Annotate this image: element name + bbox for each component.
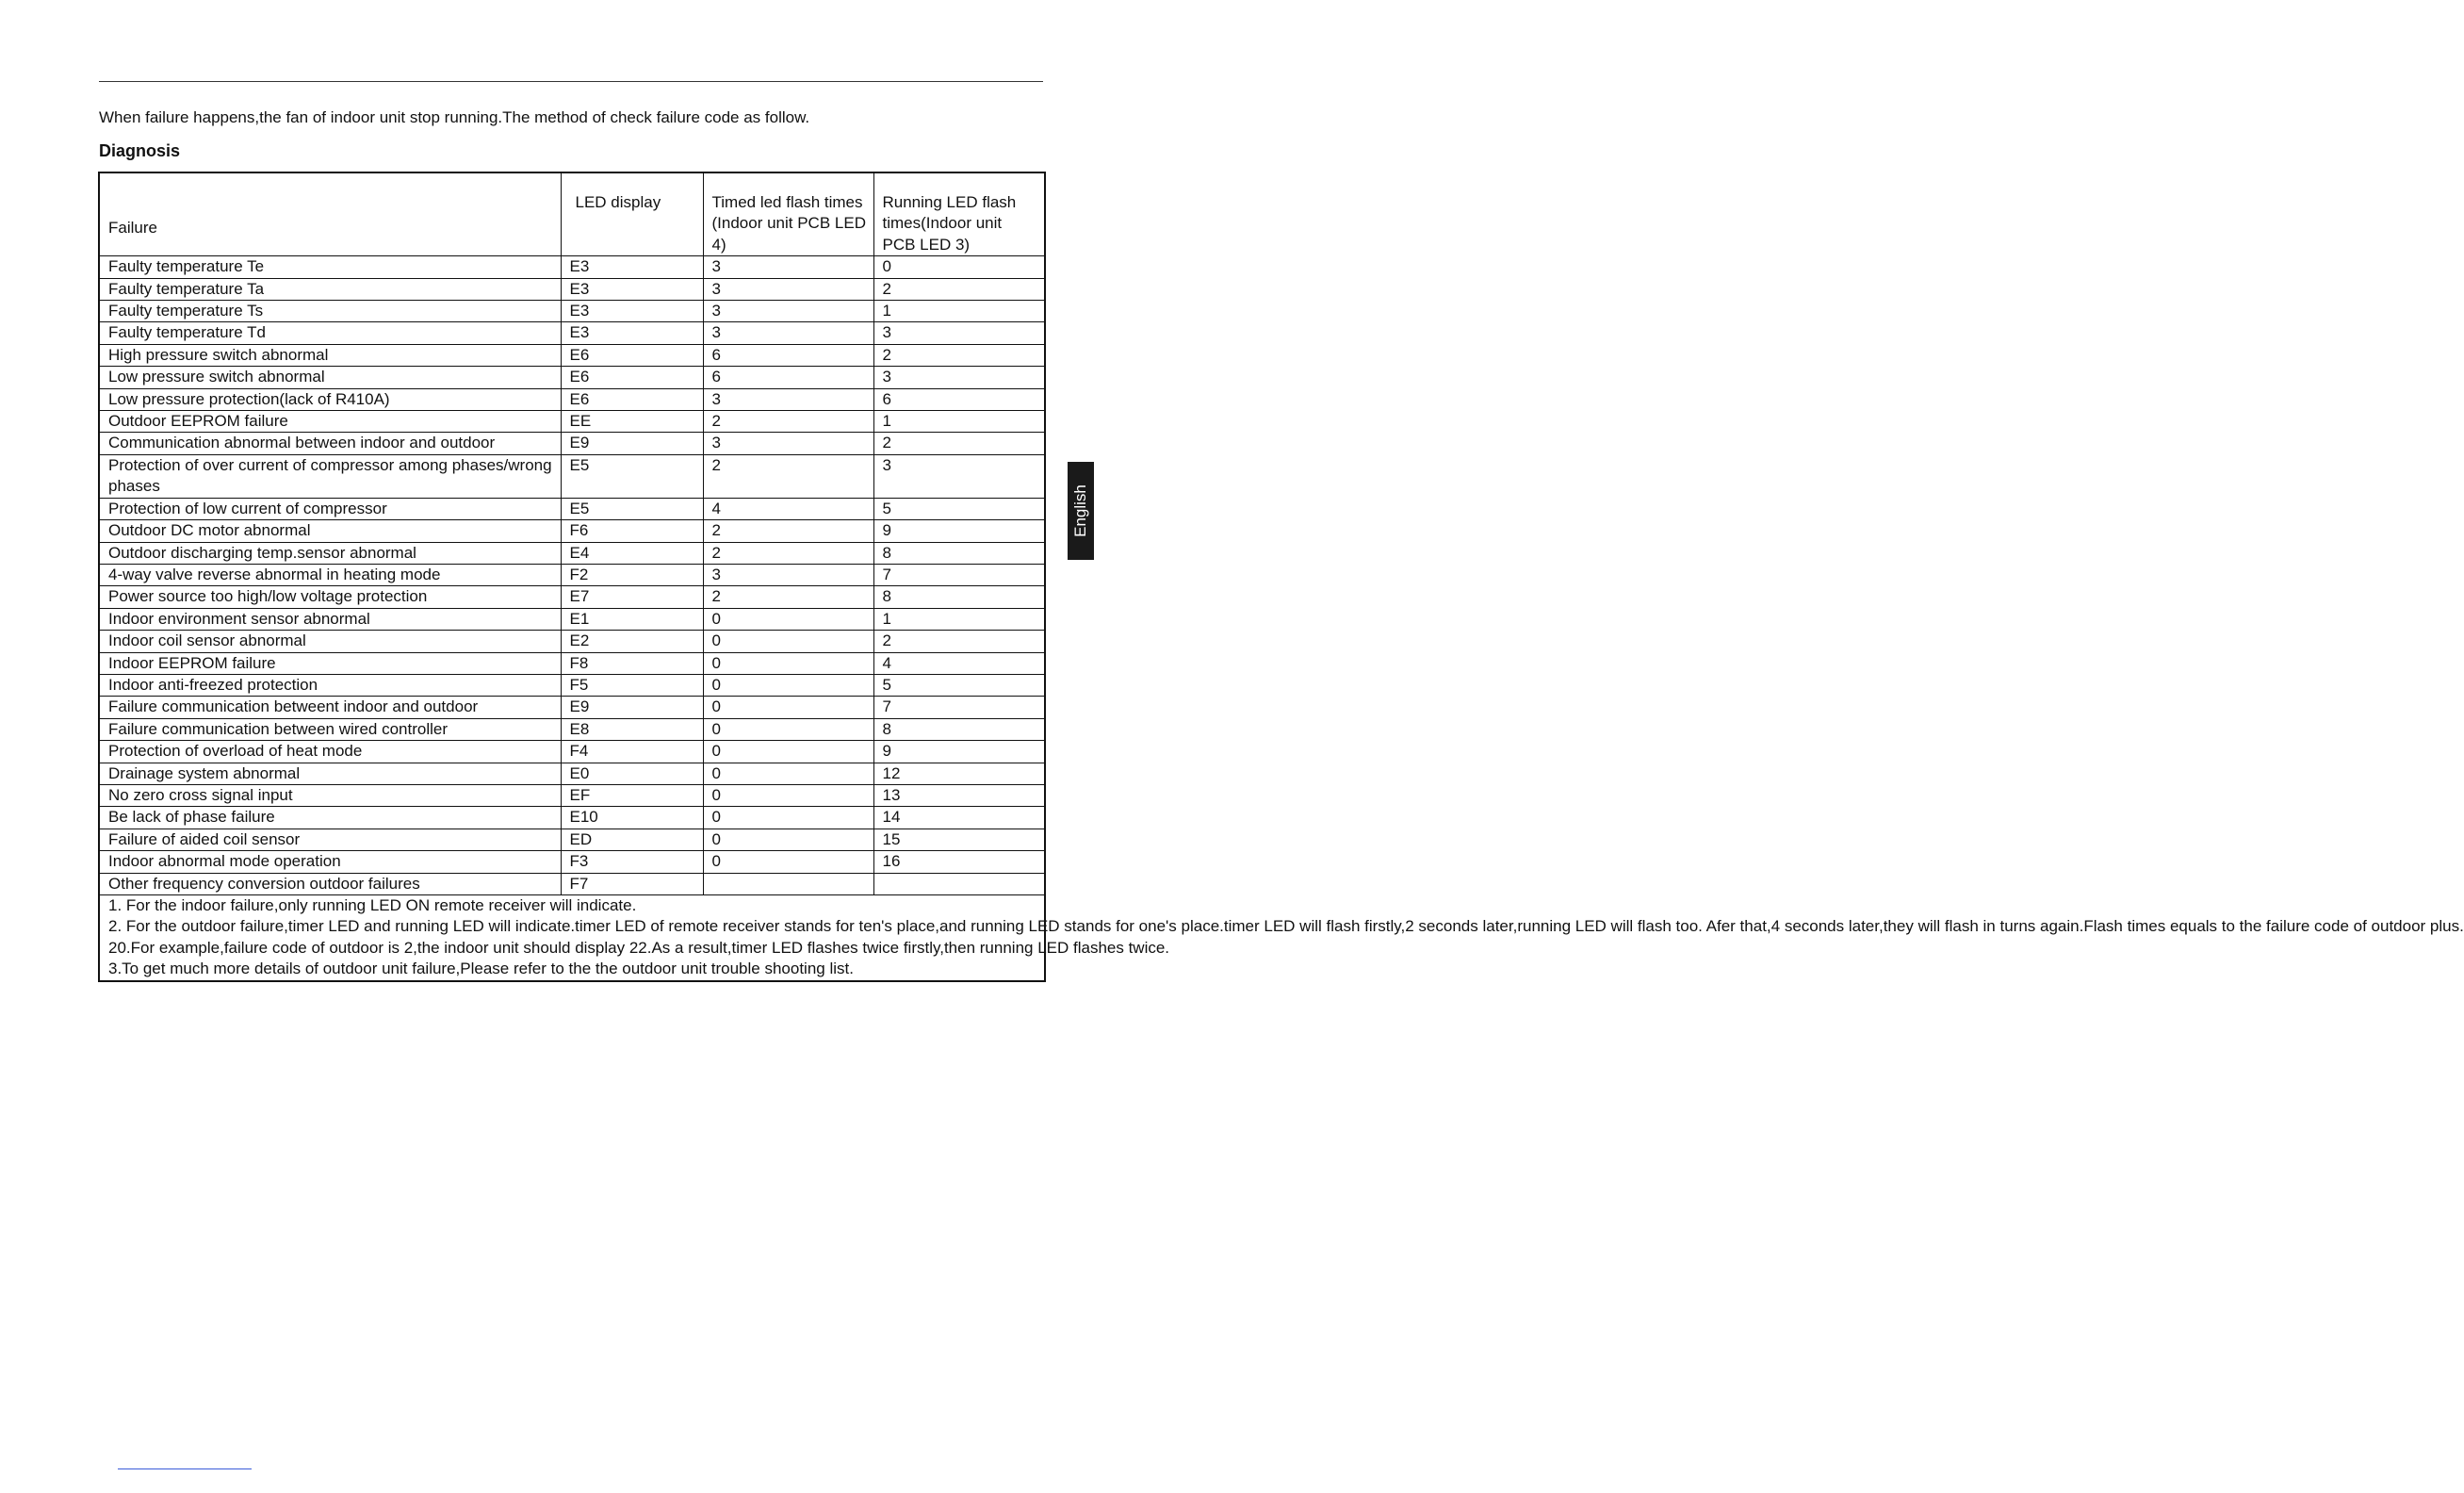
cell-failure: Indoor EEPROM failure (99, 652, 561, 674)
cell-led: F2 (561, 564, 703, 585)
note-4: 3.To get much more details of outdoor unit failure,Please refer to the the outdoor unit trouble shooting list. (108, 960, 854, 978)
cell-led: F3 (561, 851, 703, 873)
cell-led: E9 (561, 697, 703, 718)
cell-led: E1 (561, 608, 703, 630)
cell-failure: Failure of aided coil sensor (99, 829, 561, 850)
cell-running: 2 (873, 278, 1045, 300)
cell-timed (703, 873, 873, 894)
notes-row (99, 895, 1045, 981)
cell-running: 4 (873, 652, 1045, 674)
cell-failure: Outdoor discharging temp.sensor abnormal (99, 542, 561, 564)
table-row (99, 322, 1045, 344)
cell-running: 8 (873, 542, 1045, 564)
cell-running: 2 (873, 631, 1045, 652)
cell-failure: Communication abnormal between indoor and outdoor (99, 433, 561, 454)
cell-running: 5 (873, 674, 1045, 696)
top-rule (99, 81, 1043, 82)
cell-failure: Outdoor DC motor abnormal (99, 520, 561, 542)
table-row (99, 564, 1045, 585)
cell-timed: 0 (703, 674, 873, 696)
cell-running: 16 (873, 851, 1045, 873)
cell-running: 3 (873, 367, 1045, 388)
cell-led: ED (561, 829, 703, 850)
cell-failure: Low pressure switch abnormal (99, 367, 561, 388)
table-row (99, 631, 1045, 652)
cell-timed: 3 (703, 322, 873, 344)
table-row (99, 344, 1045, 366)
header-timed-flash: Timed led flash times (Indoor unit PCB LED 4) (703, 172, 873, 256)
table-row (99, 674, 1045, 696)
table-row (99, 586, 1045, 608)
cell-failure: Outdoor EEPROM failure (99, 411, 561, 433)
table-row (99, 851, 1045, 873)
table-row (99, 301, 1045, 322)
cell-running: 14 (873, 807, 1045, 829)
cell-led: E6 (561, 388, 703, 410)
table-row (99, 520, 1045, 542)
note-1: 1. For the indoor failure,only running LED ON remote receiver will indicate. (108, 896, 637, 914)
cell-failure: No zero cross signal input (99, 784, 561, 806)
cell-running: 9 (873, 741, 1045, 763)
table-row (99, 433, 1045, 454)
header-led-display: LED display (561, 172, 703, 256)
cell-timed: 3 (703, 278, 873, 300)
language-tab (1068, 462, 1094, 560)
cell-running: 3 (873, 322, 1045, 344)
cell-running: 8 (873, 586, 1045, 608)
cell-led: E3 (561, 301, 703, 322)
cell-timed: 0 (703, 829, 873, 850)
cell-failure: High pressure switch abnormal (99, 344, 561, 366)
cell-failure: Faulty temperature Ta (99, 278, 561, 300)
table-row (99, 388, 1045, 410)
cell-led: E0 (561, 763, 703, 784)
cell-led: F7 (561, 873, 703, 894)
cell-timed: 2 (703, 411, 873, 433)
note-3: 20.For example,failure code of outdoor is 2,the indoor unit should display 22.As a result,timer LED flashes twice firstly,then running LED flashes twice. (108, 938, 1170, 957)
section-heading: Diagnosis (99, 141, 181, 160)
cell-led: E2 (561, 631, 703, 652)
cell-running: 13 (873, 784, 1045, 806)
table-row (99, 652, 1045, 674)
table-row (99, 718, 1045, 740)
table-row (99, 697, 1045, 718)
cell-running: 7 (873, 697, 1045, 718)
cell-timed: 0 (703, 697, 873, 718)
cell-failure: Indoor environment sensor abnormal (99, 608, 561, 630)
cell-failure: Indoor coil sensor abnormal (99, 631, 561, 652)
table-row (99, 608, 1045, 630)
cell-running: 1 (873, 608, 1045, 630)
cell-led: F4 (561, 741, 703, 763)
cell-led: EF (561, 784, 703, 806)
cell-timed: 0 (703, 741, 873, 763)
table-row (99, 498, 1045, 519)
cell-timed: 0 (703, 608, 873, 630)
cell-led: E5 (561, 498, 703, 519)
table-row (99, 454, 1045, 498)
intro-text: When failure happens,the fan of indoor unit stop running.The method of check failure code as follow. (99, 108, 810, 126)
cell-failure: Protection of low current of compressor (99, 498, 561, 519)
cell-led: E3 (561, 322, 703, 344)
cell-failure: Faulty temperature Ts (99, 301, 561, 322)
cell-led: E3 (561, 278, 703, 300)
cell-failure: Power source too high/low voltage protection (99, 586, 561, 608)
cell-timed: 0 (703, 851, 873, 873)
cell-led: E7 (561, 586, 703, 608)
cell-timed: 0 (703, 807, 873, 829)
cell-led: E6 (561, 367, 703, 388)
cell-timed: 3 (703, 301, 873, 322)
cell-running (873, 873, 1045, 894)
cell-failure: Protection of over current of compressor among phases/wrong phases (99, 454, 561, 498)
cell-led: E4 (561, 542, 703, 564)
cell-running: 3 (873, 454, 1045, 498)
table-row (99, 278, 1045, 300)
cell-running: 15 (873, 829, 1045, 850)
cell-running: 7 (873, 564, 1045, 585)
cell-led: F5 (561, 674, 703, 696)
cell-led: F8 (561, 652, 703, 674)
cell-timed: 0 (703, 718, 873, 740)
cell-timed: 4 (703, 498, 873, 519)
cell-failure: Faulty temperature Te (99, 256, 561, 278)
table-row (99, 411, 1045, 433)
cell-led: E8 (561, 718, 703, 740)
table-row (99, 829, 1045, 850)
cell-timed: 0 (703, 784, 873, 806)
cell-timed: 3 (703, 564, 873, 585)
header-failure: Failure (99, 172, 561, 256)
cell-failure: Failure communication between wired controller (99, 718, 561, 740)
table-row (99, 256, 1045, 278)
cell-failure: 4-way valve reverse abnormal in heating mode (99, 564, 561, 585)
cell-running: 12 (873, 763, 1045, 784)
cell-timed: 2 (703, 520, 873, 542)
cell-failure: Faulty temperature Td (99, 322, 561, 344)
cell-led: E3 (561, 256, 703, 278)
table-row (99, 763, 1045, 784)
cell-failure: Other frequency conversion outdoor failures (99, 873, 561, 894)
table-row (99, 784, 1045, 806)
cell-running: 0 (873, 256, 1045, 278)
table-header-row (99, 172, 1045, 256)
language-tab-label: English (1071, 484, 1089, 537)
cell-timed: 0 (703, 763, 873, 784)
cell-running: 9 (873, 520, 1045, 542)
cell-led: E5 (561, 454, 703, 498)
note-2: 2. For the outdoor failure,timer LED and running LED will indicate.timer LED of remote receiver stands for ten's place,and running LED stands for one's place.timer LED will flash firstly,2 seconds later,running LED will flash too. Afer that,4 seconds later,they will flash in turns again.Flash times equals to the failure code of outdoor plus. (108, 917, 2464, 936)
cell-led: E10 (561, 807, 703, 829)
cell-failure: Drainage system abnormal (99, 763, 561, 784)
cell-running: 6 (873, 388, 1045, 410)
cell-failure: Indoor abnormal mode operation (99, 851, 561, 873)
cell-running: 8 (873, 718, 1045, 740)
cell-led: E6 (561, 344, 703, 366)
header-running-flash: Running LED flash times(Indoor unit PCB LED 3) (873, 172, 1045, 256)
notes-cell (99, 895, 2464, 981)
cell-failure: Low pressure protection(lack of R410A) (99, 388, 561, 410)
cell-running: 2 (873, 433, 1045, 454)
table-row (99, 873, 1045, 894)
cell-timed: 6 (703, 344, 873, 366)
cell-led: F6 (561, 520, 703, 542)
cell-timed: 3 (703, 256, 873, 278)
cell-timed: 2 (703, 542, 873, 564)
cell-timed: 0 (703, 652, 873, 674)
table-row (99, 807, 1045, 829)
footer-rule (118, 1468, 252, 1469)
cell-running: 1 (873, 301, 1045, 322)
cell-failure: Failure communication betweent indoor and outdoor (99, 697, 561, 718)
cell-timed: 3 (703, 388, 873, 410)
cell-timed: 0 (703, 631, 873, 652)
cell-running: 2 (873, 344, 1045, 366)
cell-failure: Indoor anti-freezed protection (99, 674, 561, 696)
cell-timed: 2 (703, 586, 873, 608)
table-row (99, 741, 1045, 763)
cell-led: EE (561, 411, 703, 433)
table-row (99, 542, 1045, 564)
cell-failure: Protection of overload of heat mode (99, 741, 561, 763)
cell-timed: 6 (703, 367, 873, 388)
cell-failure: Be lack of phase failure (99, 807, 561, 829)
cell-led: E9 (561, 433, 703, 454)
cell-timed: 2 (703, 454, 873, 498)
cell-running: 5 (873, 498, 1045, 519)
cell-running: 1 (873, 411, 1045, 433)
table-row (99, 367, 1045, 388)
cell-timed: 3 (703, 433, 873, 454)
